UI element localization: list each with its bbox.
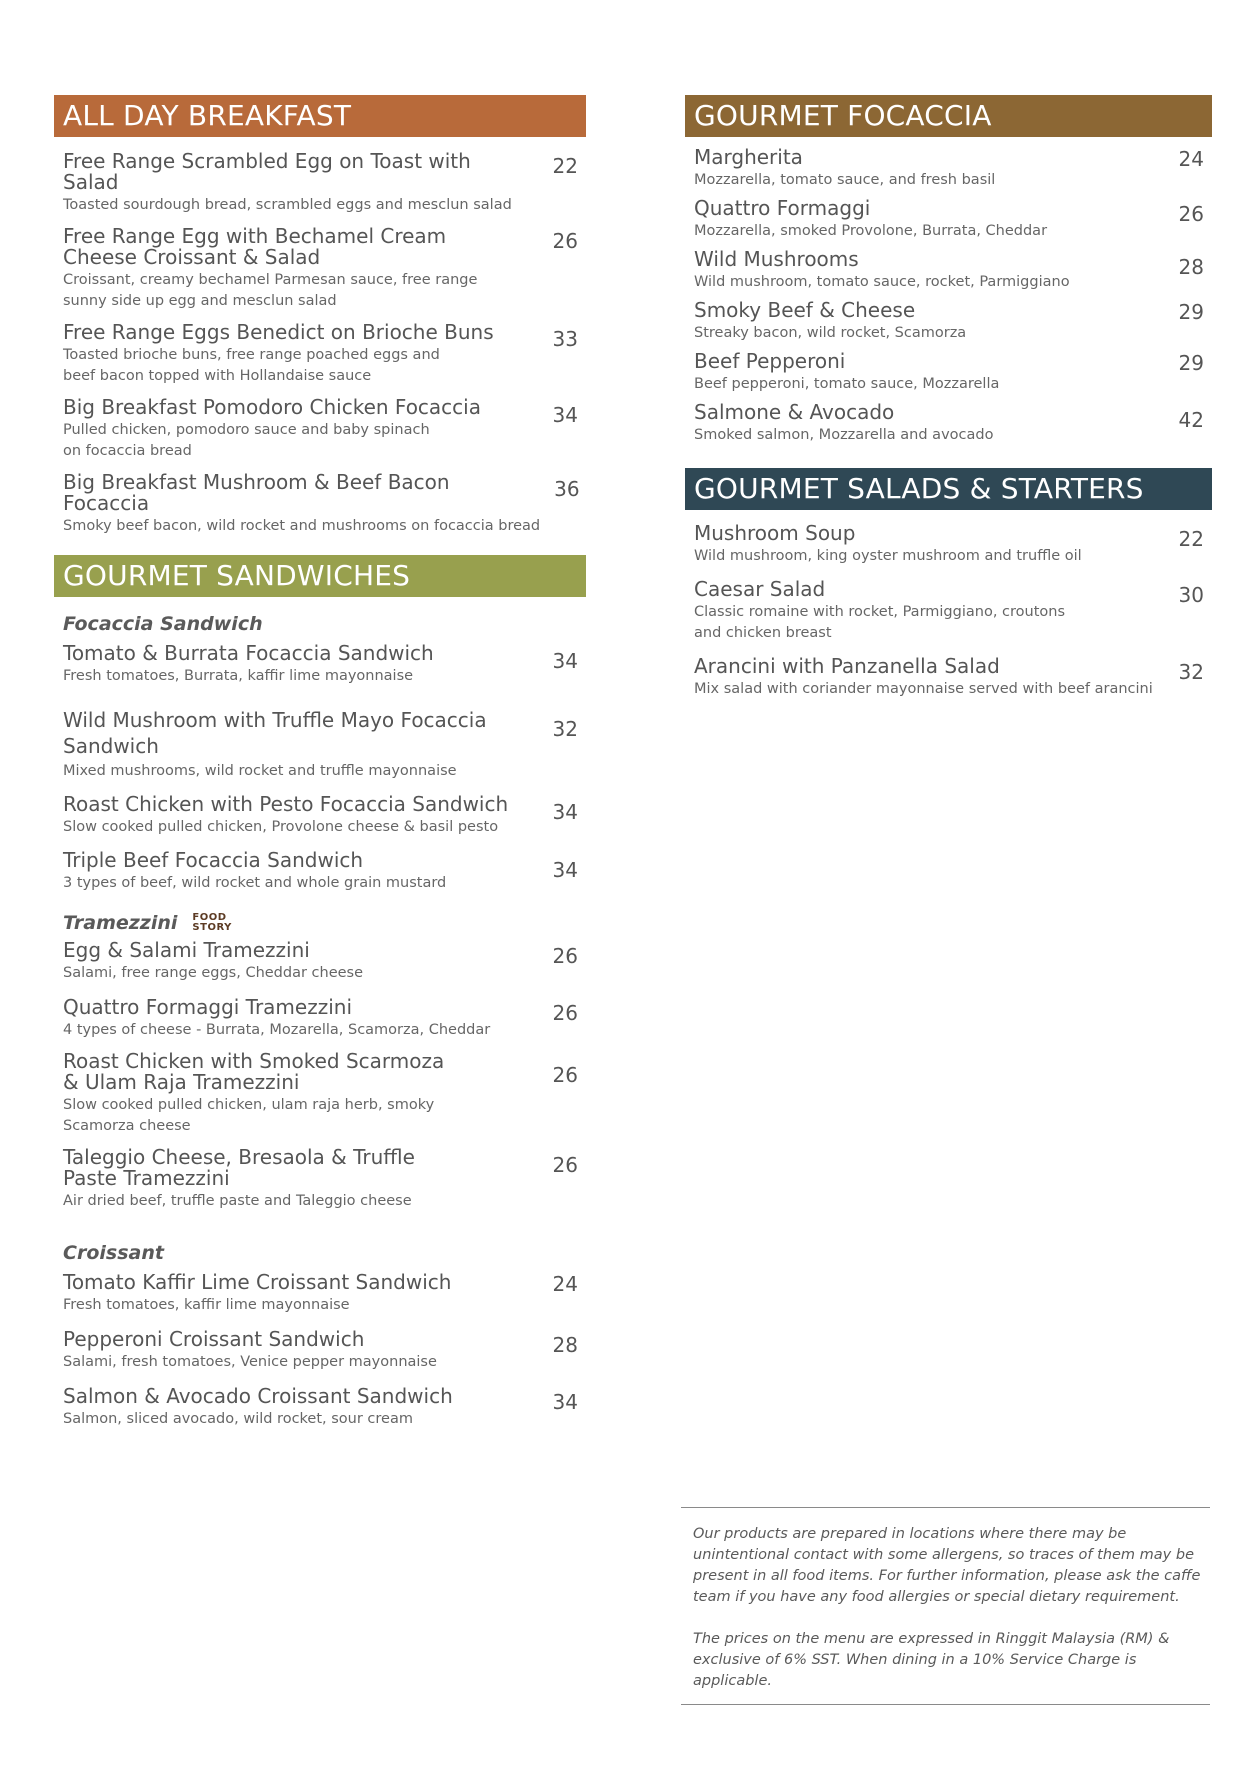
item-description: 3 types of beef, wild rocket and whole grain mustard (63, 875, 447, 891)
menu-item (54, 1272, 586, 1316)
item-name: Smoky Beef & Cheese (694, 298, 916, 322)
item-description: Fresh tomatoes, kaffir lime mayonnaise (63, 1297, 350, 1313)
item-name: Caesar Salad (694, 577, 826, 601)
menu-item (685, 300, 1212, 344)
menu-item (54, 794, 586, 838)
item-price: 29 (1178, 300, 1204, 324)
item-name: Taleggio Cheese, Bresaola & Truffle Paste Tramezzini (63, 1145, 415, 1190)
item-price: 30 (1178, 583, 1204, 607)
item-name: Quattro Formaggi (694, 196, 871, 220)
menu-item (685, 656, 1212, 700)
item-description: Smoked salmon, Mozzarella and avocado (694, 427, 994, 443)
menu-item (54, 226, 586, 312)
item-price: 32 (552, 717, 578, 741)
item-name: Triple Beef Focaccia Sandwich (63, 848, 364, 872)
item-description: Salmon, sliced avocado, wild rocket, sour cream (63, 1411, 413, 1427)
menu-item (685, 523, 1212, 567)
menu-item (685, 249, 1212, 293)
item-name: Tomato Kaffir Lime Croissant Sandwich (63, 1270, 452, 1294)
item-name: Arancini with Panzanella Salad (694, 654, 1000, 678)
item-description: Fresh tomatoes, Burrata, kaffir lime mayonnaise (63, 668, 414, 684)
breakfast-title: ALL DAY BREAKFAST (63, 99, 352, 132)
menu-item (54, 151, 586, 216)
menu-item (54, 850, 586, 894)
item-name: Margherita (694, 145, 803, 169)
item-description: Wild mushroom, king oyster mushroom and truffle oil (694, 548, 1082, 564)
menu-item (54, 472, 586, 537)
item-price: 22 (552, 154, 578, 178)
menu-item (54, 1386, 586, 1430)
item-name: Big Breakfast Mushroom & Beef Bacon Focaccia (63, 470, 450, 515)
price-note: The prices on the menu are expressed in Ringgit Malaysia (RM) & exclusive of 6% SST. When dining in a 10% Service Charge is applicable. (693, 1631, 1170, 1689)
logo-line-1: FOOD (192, 912, 227, 923)
item-name: Salmone & Avocado (694, 400, 895, 424)
tramezzini-subheading (54, 912, 586, 934)
item-description: Smoky beef bacon, wild rocket and mushrooms on focaccia bread (63, 518, 541, 534)
menu-item (54, 1147, 586, 1212)
menu-item (54, 397, 586, 462)
item-name: Big Breakfast Pomodoro Chicken Focaccia (63, 395, 481, 419)
item-name: Egg & Salami Tramezzini (63, 938, 310, 962)
menu-item (685, 198, 1212, 242)
item-name: Roast Chicken with Pesto Focaccia Sandwich (63, 792, 509, 816)
item-description: Beef pepperoni, tomato sauce, Mozzarella (694, 376, 1000, 392)
item-description: Toasted sourdough bread, scrambled eggs and mesclun salad (63, 197, 512, 213)
item-description: Air dried beef, truffle paste and Taleggio cheese (63, 1193, 412, 1209)
item-name: Tomato & Burrata Focaccia Sandwich (63, 641, 434, 665)
item-name: Salmon & Avocado Croissant Sandwich (63, 1384, 453, 1408)
item-price: 26 (1178, 202, 1204, 226)
menu-item (54, 322, 586, 387)
item-name: Free Range Scrambled Egg on Toast with Salad (63, 149, 471, 194)
item-description: Mix salad with coriander mayonnaise served with beef arancini (694, 681, 1153, 697)
item-name: Roast Chicken with Smoked Scarmoza & Ulam Raja Tramezzini (63, 1049, 445, 1094)
item-name: Free Range Eggs Benedict on Brioche Buns (63, 320, 494, 344)
item-price: 29 (1178, 351, 1204, 375)
item-price: 33 (552, 327, 578, 351)
menu-item (54, 643, 586, 687)
item-price: 22 (1178, 527, 1204, 551)
item-price: 24 (552, 1272, 578, 1296)
item-price: 34 (552, 649, 578, 673)
focaccia-banner (685, 95, 1212, 137)
menu-item (685, 579, 1212, 644)
item-price: 34 (552, 403, 578, 427)
allergen-note: Our products are prepared in locations where there may be unintentional contact with some allergens, so traces of them may be present in all food items. For further information, please ask the caffe team if you have any food allergies or special dietary requirement. (693, 1526, 1201, 1605)
salads-title: GOURMET SALADS & STARTERS (694, 472, 1144, 505)
item-price: 28 (1178, 255, 1204, 279)
logo-line-2: STORY (192, 922, 232, 933)
item-name: Quattro Formaggi Tramezzini (63, 995, 353, 1019)
item-name: Pepperoni Croissant Sandwich (63, 1327, 365, 1351)
menu-item (54, 940, 586, 984)
left-column (54, 95, 586, 1430)
item-description: Mozzarella, tomato sauce, and fresh basil (694, 172, 996, 188)
focaccia-title: GOURMET FOCACCIA (694, 99, 992, 132)
item-description: Salami, free range eggs, Cheddar cheese (63, 965, 364, 981)
food-story-logo (192, 913, 231, 933)
menu-item (685, 147, 1212, 191)
item-name: Mushroom Soup (694, 521, 856, 545)
item-price: 28 (552, 1333, 578, 1357)
sandwiches-banner (54, 555, 586, 597)
sandwiches-title: GOURMET SANDWICHES (63, 559, 411, 592)
item-name: Wild Mushroom with Truffle Mayo Focaccia Sandwich (63, 708, 487, 758)
croissant-subheading: Croissant (63, 1242, 164, 1264)
item-price: 32 (1178, 660, 1204, 684)
menu-item (685, 351, 1212, 395)
item-price: 26 (552, 229, 578, 253)
item-description: Mozzarella, smoked Provolone, Burrata, Cheddar (694, 223, 1048, 239)
item-description: Streaky bacon, wild rocket, Scamorza (694, 325, 967, 341)
item-price: 26 (552, 1153, 578, 1177)
menu-item (54, 707, 586, 782)
right-column (685, 95, 1212, 700)
menu-item (54, 1051, 586, 1137)
item-description: Classic romaine with rocket, Parmiggiano, croutons and chicken breast (694, 604, 1066, 641)
item-description: Croissant, creamy bechamel Parmesan sauce, free range sunny side up egg and mesclun salad (63, 272, 478, 309)
item-name: Free Range Egg with Bechamel Cream Cheese Croissant & Salad (63, 224, 447, 269)
item-description: Salami, fresh tomatoes, Venice pepper mayonnaise (63, 1354, 437, 1370)
item-name: Wild Mushrooms (694, 247, 859, 271)
item-price: 42 (1178, 408, 1204, 432)
item-price: 34 (552, 800, 578, 824)
item-description: Mixed mushrooms, wild rocket and truffle mayonnaise (63, 763, 457, 779)
menu-item (54, 997, 586, 1041)
item-price: 36 (554, 477, 580, 501)
item-description: Wild mushroom, tomato sauce, rocket, Parmiggiano (694, 274, 1070, 290)
item-description: Slow cooked pulled chicken, Provolone cheese & basil pesto (63, 819, 499, 835)
salads-banner (685, 468, 1212, 510)
item-name: Beef Pepperoni (694, 349, 846, 373)
tramezzini-subheading-text: Tramezzini (63, 912, 178, 934)
item-price: 34 (552, 858, 578, 882)
item-description: Slow cooked pulled chicken, ulam raja herb, smoky Scamorza cheese (63, 1097, 435, 1134)
menu-item (685, 402, 1212, 446)
item-price: 34 (552, 1390, 578, 1414)
item-price: 26 (552, 1001, 578, 1025)
item-description: 4 types of cheese - Burrata, Mozarella, Scamorza, Cheddar (63, 1022, 491, 1038)
item-price: 24 (1178, 147, 1204, 171)
item-price: 26 (552, 1063, 578, 1087)
focaccia-sandwich-subheading: Focaccia Sandwich (63, 613, 263, 635)
menu-item (54, 1329, 586, 1373)
item-description: Pulled chicken, pomodoro sauce and baby spinach on focaccia bread (63, 422, 430, 459)
item-description: Toasted brioche buns, free range poached eggs and beef bacon topped with Hollandaise sauce (63, 347, 440, 384)
footer-notes (681, 1507, 1210, 1705)
item-price: 26 (552, 944, 578, 968)
breakfast-banner (54, 95, 586, 137)
